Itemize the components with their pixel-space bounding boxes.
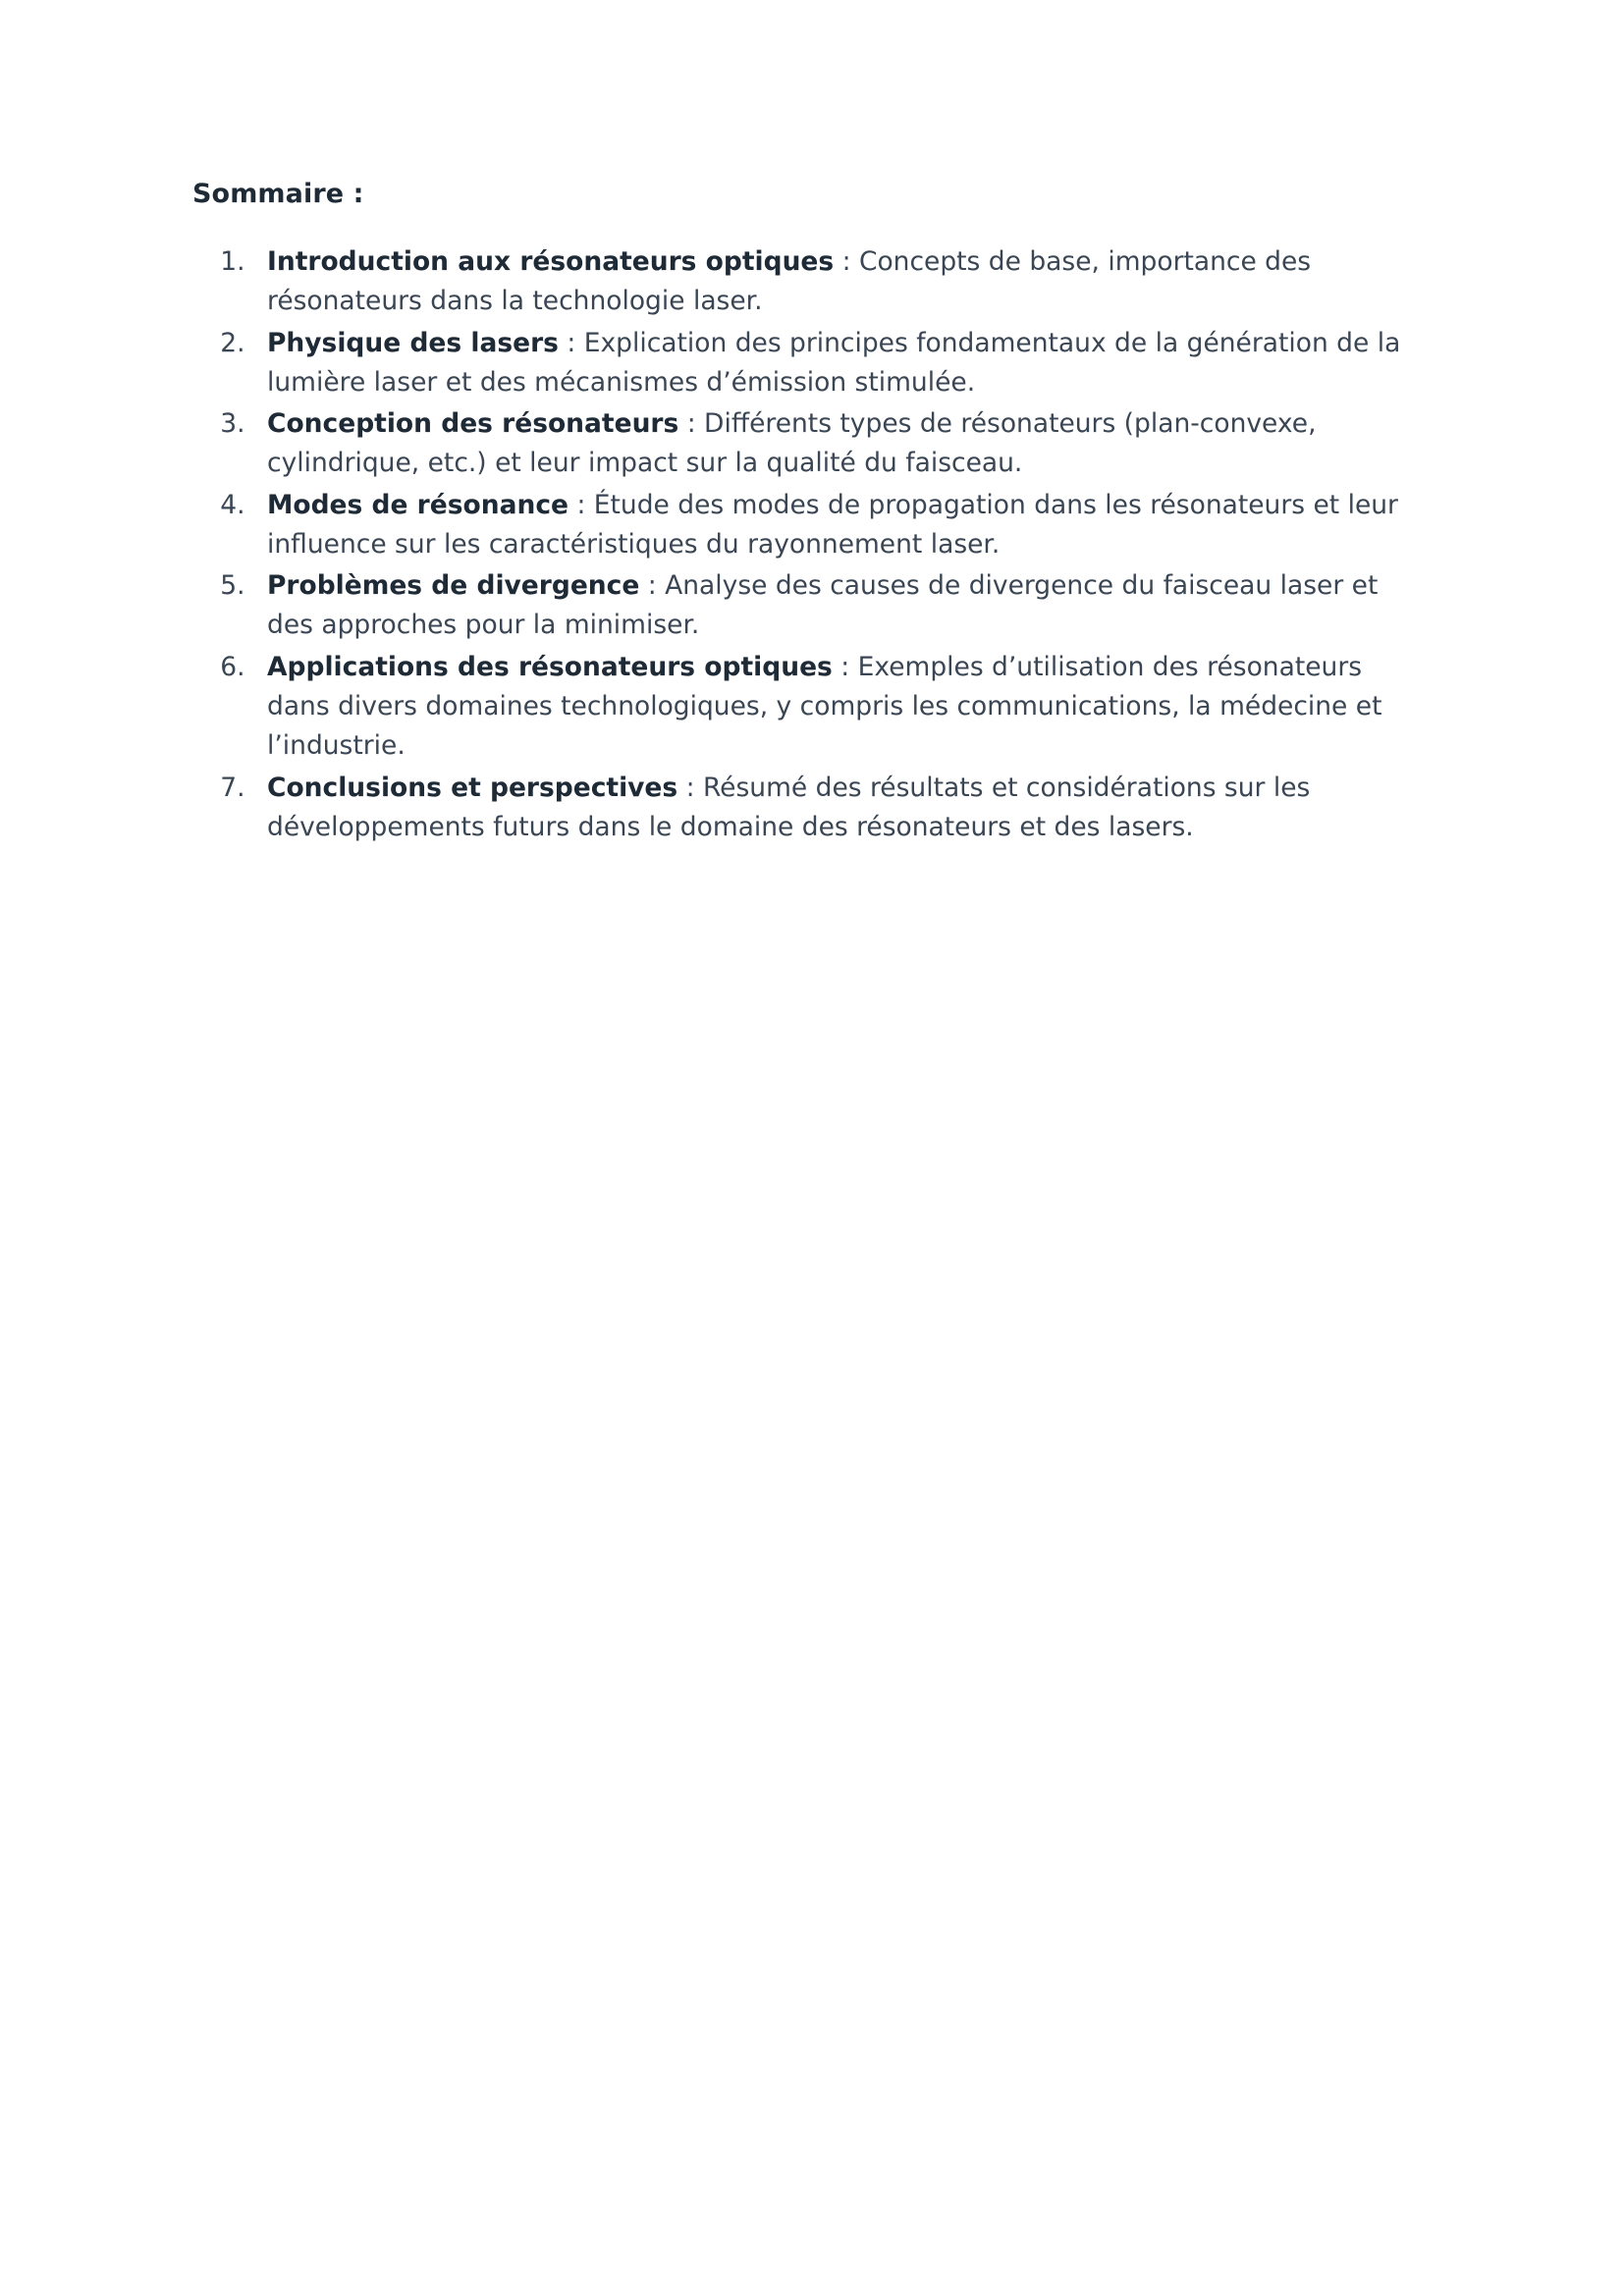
list-item-description: : Exemples d’utilisation des résonateurs dans divers domaines technologiques, y compris les communications, la médecine et l’industrie. (267, 651, 1382, 762)
list-item (253, 404, 1428, 484)
list-item-title: Physique des lasers (267, 327, 559, 358)
list-item-title: Conclusions et perspectives (267, 772, 678, 803)
list-item-title: Conception des résonateurs (267, 408, 679, 440)
list-item (253, 769, 1428, 848)
list-item (253, 648, 1428, 767)
page-title: Sommaire : (192, 179, 364, 209)
list-item-description: : Explication des principes fondamentaux de la génération de la lumière laser et des mécanismes d’émission stimulée. (267, 327, 1401, 398)
list-item (253, 242, 1428, 322)
list-item-description: : Concepts de base, importance des résonateurs dans la technologie laser. (267, 246, 1312, 317)
list-item (253, 486, 1428, 565)
list-item-description: : Différents types de résonateurs (plan-convexe, cylindrique, etc.) et leur impact sur la qualité du faisceau. (267, 408, 1317, 479)
list-item-title: Modes de résonance (267, 489, 569, 520)
summary-list (192, 242, 1428, 847)
list-item-description: : Étude des modes de propagation dans les résonateurs et leur influence sur les caractéristiques du rayonnement laser. (267, 489, 1398, 560)
list-item-title: Applications des résonateurs optiques (267, 651, 833, 682)
list-item-description: : Analyse des causes de divergence du faisceau laser et des approches pour la minimiser. (267, 570, 1379, 641)
list-item (253, 566, 1428, 646)
list-item-title: Problèmes de divergence (267, 570, 640, 602)
list-item-title: Introduction aux résonateurs optiques (267, 246, 835, 278)
list-item (253, 324, 1428, 403)
list-item-description: : Résumé des résultats et considérations sur les développements futurs dans le domaine des résonateurs et des lasers. (267, 772, 1311, 842)
